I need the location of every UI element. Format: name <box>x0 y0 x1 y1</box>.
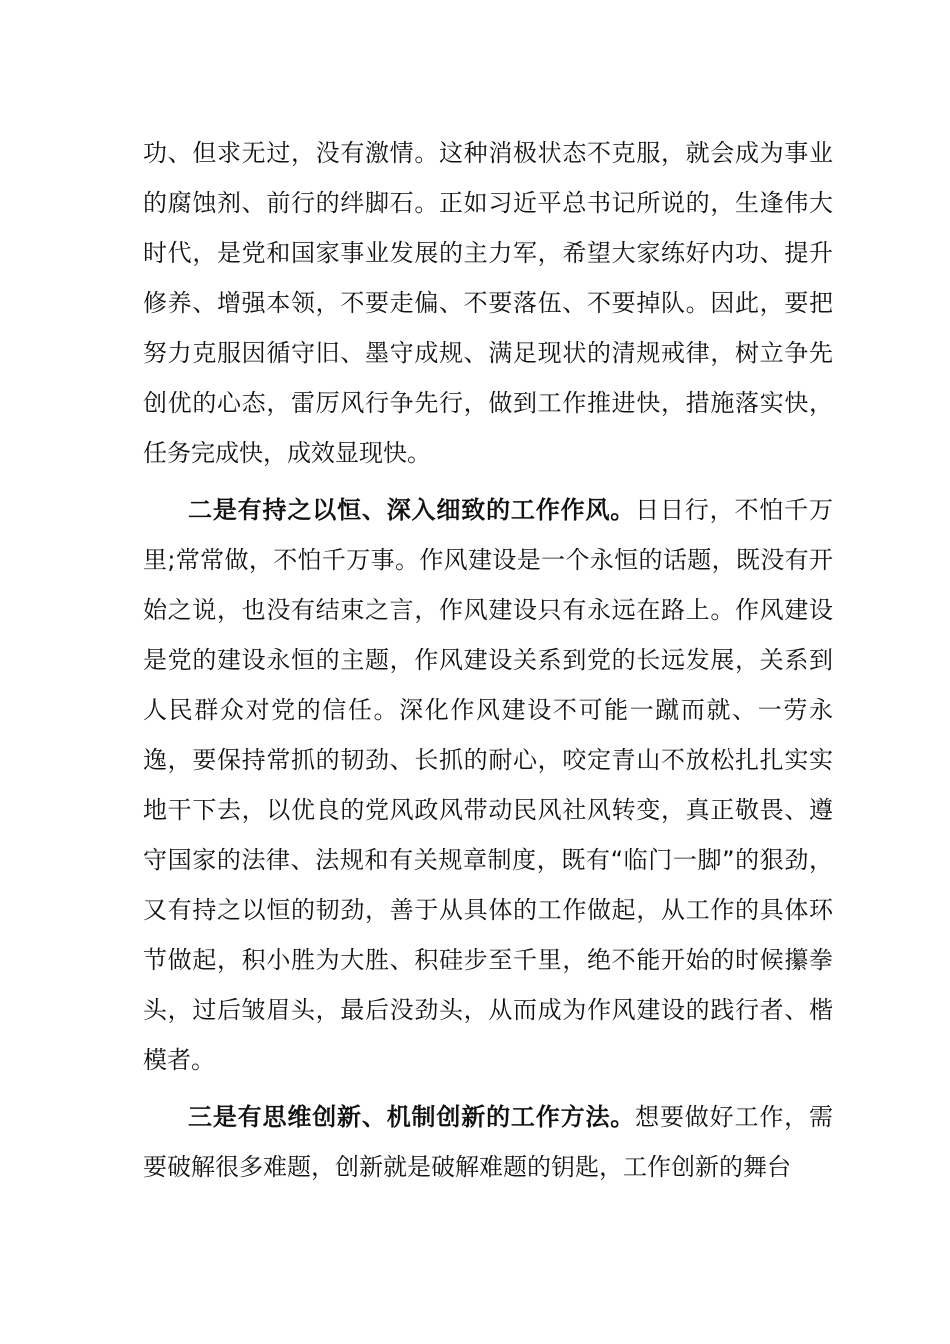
paragraph-heading: 三是有思维创新、机制创新的工作方法。 <box>188 1103 636 1131</box>
paragraph-text: 想要做好工作，需要破解很多难题，创新就是破解难题的钥匙，工作创新的舞台 <box>143 1103 834 1181</box>
paragraph-work-style <box>143 485 833 1085</box>
paragraph-text: 日日行，不怕千万里;常常做，不怕千万事。作风建设是一个永恒的话题，既没有开始之说，也没有结束之言，作风建设只有永远在路上。作风建设是党的建设永恒的主题，作风建设关系到党的长远发展，关系到人民群众对党的信任。深化作风建设不可能一蹴而就、一劳永逸，要保持常抓的韧劲、长抓的耐心，咬定青山不放松扎扎实实地干下去，以优良的党风政风带动民风社风转变，真正敬畏、遵守国家的法律、法规和有关规章制度，既有“临门一脚”的狠劲，又有持之以恒的韧劲，善于从具体的工作做起，从工作的具体环节做起，积小胜为大胜、积硅步至千里，绝不能开始的时候攥拳头，过后皱眉头，最后没劲头，从而成为作风建设的践行者、楷模者。 <box>143 496 834 1074</box>
paragraph-text: 功、但求无过，没有激情。这种消极状态不克服，就会成为事业的腐蚀剂、前行的绊脚石。正如习近平总书记所说的，生逢伟大时代，是党和国家事业发展的主力军，希望大家练好内功、提升修养、增强本领，不要走偏、不要落伍、不要掉队。因此，要把努力克服因循守旧、墨守成规、满足现状的清规戒律，树立争先创优的心态，雷厉风行争先行，做到工作推进快，措施落实快，任务完成快，成效显现快。 <box>143 139 833 467</box>
paragraph-heading: 二是有持之以恒、深入细致的工作作风。 <box>188 496 636 524</box>
document-body <box>143 128 833 1192</box>
paragraph-continuation <box>143 128 833 478</box>
paragraph-work-method <box>143 1092 833 1192</box>
